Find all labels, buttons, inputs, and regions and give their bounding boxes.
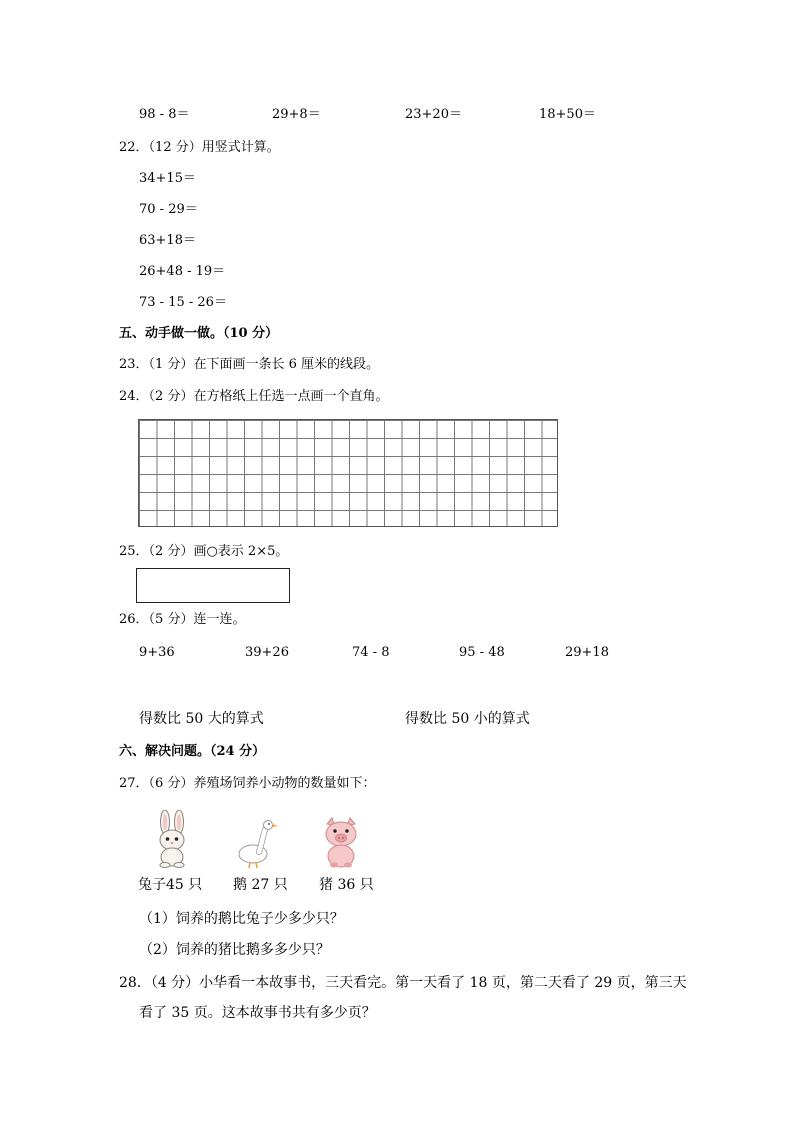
q26-expression-4: 95 - 48 <box>459 645 505 660</box>
goose-count-label: 鹅 27 只 <box>233 877 288 893</box>
square-grid-paper[interactable] <box>138 419 558 527</box>
q24-text: 24．（2 分）在方格纸上任选一点画一个直角。 <box>119 389 389 404</box>
q22-title: 22．（12 分）用竖式计算。 <box>119 140 280 155</box>
q21-expression-3: 23+20＝ <box>405 107 462 122</box>
q26-bigger-label: 得数比 50 大的算式 <box>139 711 264 727</box>
q26-smaller-label: 得数比 50 小的算式 <box>405 711 530 727</box>
q26-expression-5: 29+18 <box>565 645 609 660</box>
q22-item-4: 26+48 - 19＝ <box>139 264 226 279</box>
q21-expression-1: 98 - 8＝ <box>139 107 190 122</box>
q21-expression-4: 18+50＝ <box>539 107 596 122</box>
q22-item-5: 73 - 15 - 26＝ <box>139 295 227 310</box>
q27-sub-question-2: （2）饲养的猪比鹅多多少只？ <box>139 942 330 958</box>
q23-text: 23．（1 分）在下面画一条长 6 厘米的线段。 <box>119 357 379 372</box>
q27-sub-question-1: （1）饲养的鹅比兔子少多少只？ <box>139 911 344 927</box>
q25-text: 25．（2 分）画○表示 2×5。 <box>119 544 289 559</box>
q25-answer-box[interactable] <box>136 568 290 603</box>
pig-count-label: 猪 36 只 <box>319 877 374 893</box>
pig-icon <box>318 816 364 868</box>
q21-expression-2: 29+8＝ <box>272 107 321 122</box>
q26-expression-1: 9+36 <box>139 645 175 660</box>
rabbit-icon <box>150 810 194 868</box>
q22-item-1: 34+15＝ <box>139 171 196 186</box>
section-5-heading: 五、动手做一做。（10 分） <box>119 326 279 341</box>
q26-expression-2: 39+26 <box>245 645 289 660</box>
q22-item-2: 70 - 29＝ <box>139 202 198 217</box>
q27-title: 27．（6 分）养殖场饲养小动物的数量如下： <box>119 776 376 791</box>
q28-text-line-2: 看了 35 页。这本故事书共有多少页？ <box>139 1005 376 1021</box>
q26-title: 26．（5 分）连一连。 <box>119 612 246 627</box>
goose-icon <box>233 818 279 870</box>
q22-item-3: 63+18＝ <box>139 233 196 248</box>
q26-expression-3: 74 - 8 <box>352 645 390 660</box>
section-6-heading: 六、解决问题。（24 分） <box>119 744 266 759</box>
rabbit-count-label: 兔子45 只 <box>138 877 203 893</box>
q28-text-line-1: 28．（4 分）小华看一本故事书，三天看完。第一天看了 18 页，第二天看了 29 页，第三天 <box>119 975 687 991</box>
